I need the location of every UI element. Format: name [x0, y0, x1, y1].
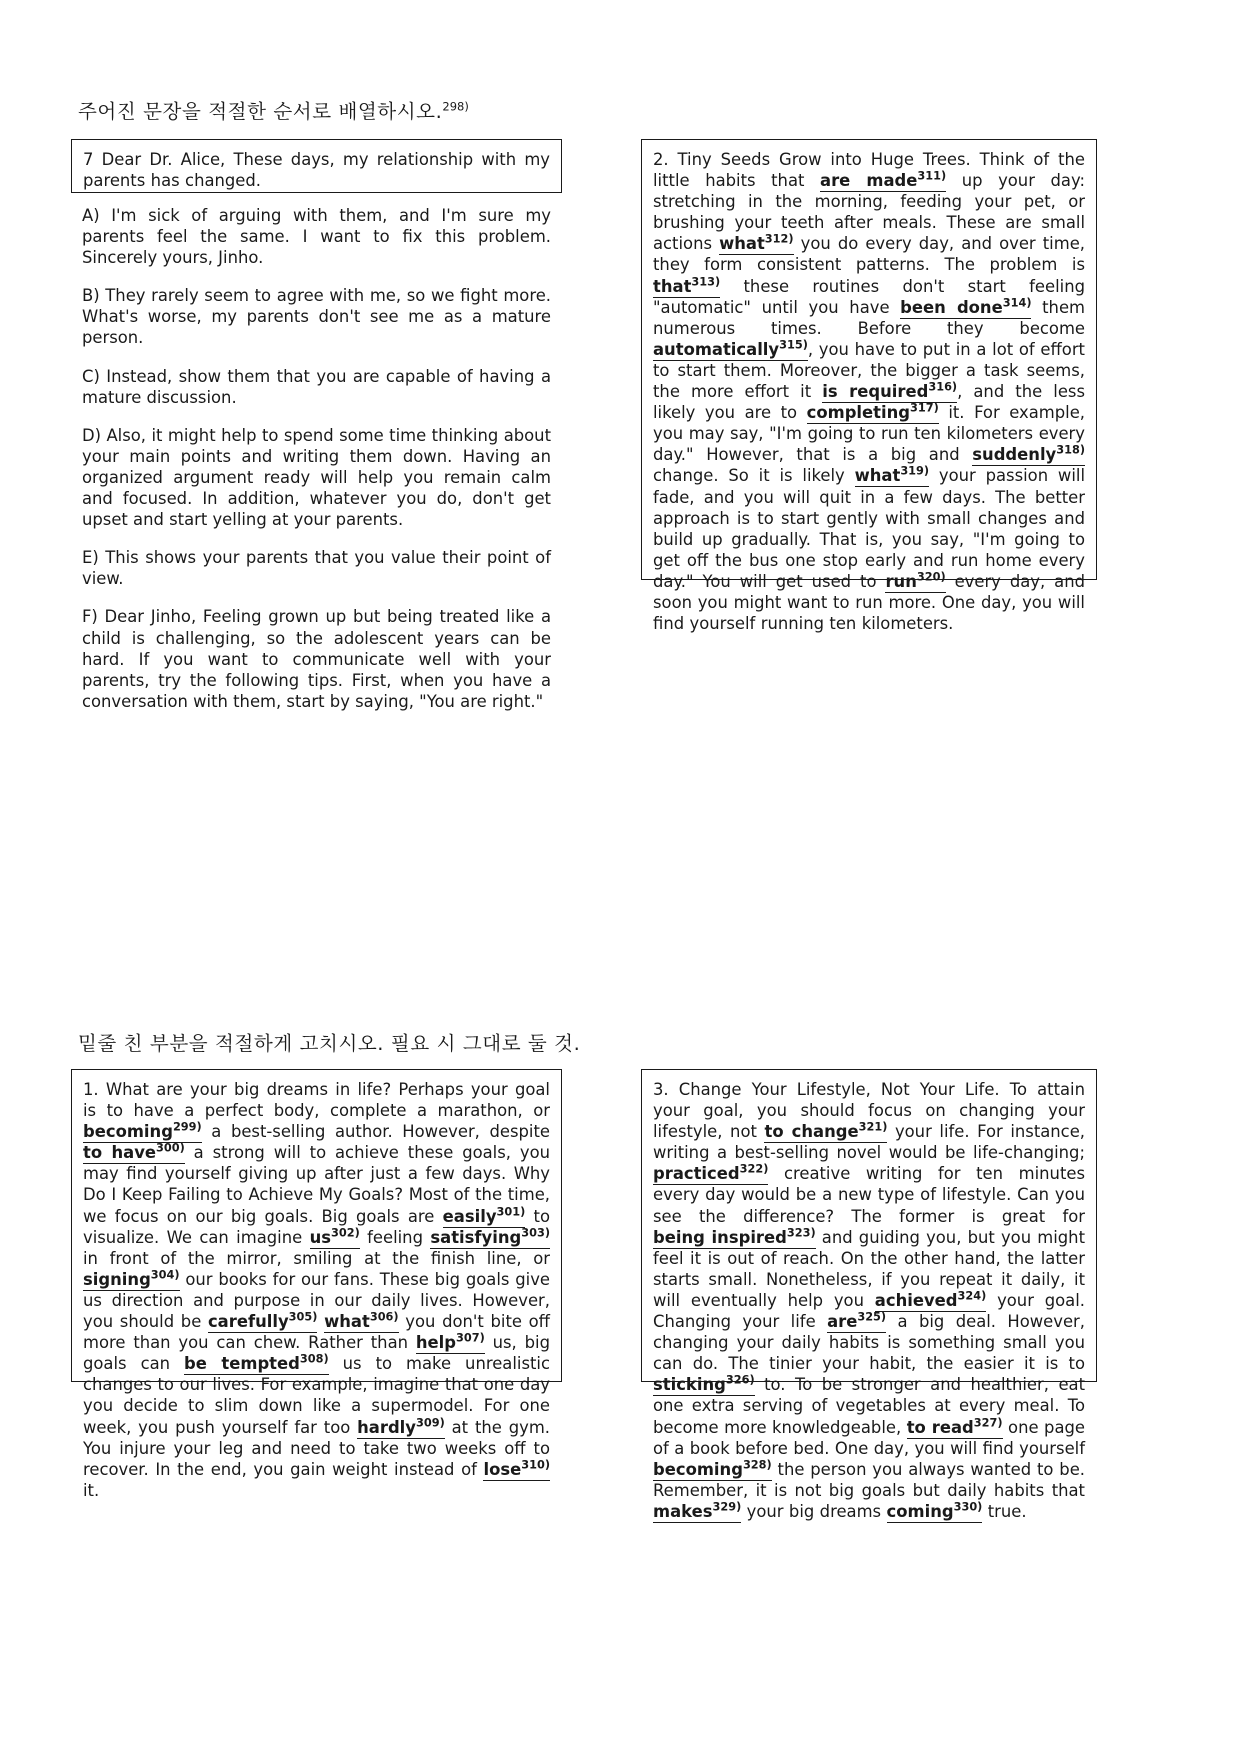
- answer-number: 304): [150, 1268, 180, 1282]
- answer-number: 325): [857, 1310, 887, 1324]
- section1-option-c: C) Instead, show them that you are capable of having a mature discussion.: [82, 366, 551, 407]
- answer-number: 320): [916, 570, 946, 584]
- answer-blank[interactable]: completing$^{317)}$: [806, 401, 939, 423]
- answer-blank[interactable]: to read$^{327)}$: [906, 1416, 1003, 1437]
- passage-3-box: [641, 1069, 1097, 1521]
- answer-blank[interactable]: becoming$^{299)}$: [83, 1120, 202, 1142]
- section1-instruction-heading: [78, 96, 469, 124]
- answer-blank[interactable]: makes$^{329)}$: [653, 1500, 742, 1521]
- answer-blank[interactable]: run$^{320)}$: [885, 570, 946, 591]
- answer-blank[interactable]: hardly$^{309)}$: [357, 1416, 445, 1437]
- answer-number: 319): [900, 464, 930, 478]
- answer-blank[interactable]: becoming$^{328)}$: [653, 1458, 772, 1479]
- answer-number: 307): [456, 1331, 485, 1345]
- answer-number: 310): [521, 1458, 550, 1472]
- answer-number: 324): [957, 1289, 987, 1303]
- section1-options-list: [82, 205, 551, 712]
- passage-2-box: [641, 139, 1097, 634]
- answer-blank[interactable]: practiced$^{322)}$: [653, 1162, 769, 1184]
- answer-blank[interactable]: automatically$^{315)}$: [653, 338, 808, 359]
- answer-blank[interactable]: being inspired$^{323)}$: [653, 1226, 816, 1247]
- section1-instruction-ref: 298): [442, 99, 469, 114]
- passage-3-text: 3. Change Your Lifestyle, Not Your Life. To attain your goal, you should focus on changing your lifestyle, not to change$^{321)}$ your life. For instance, writing a best-selling novel would be life-changing; practiced$^{322)}$ creative writing for ten minutes every day would be a new type of lifestyle. Can you see the difference? The former is great for being inspired$^{323)}$ and guiding you, but you might feel it is out of reach. On the other hand, the latter starts small. Nonetheless, if you repeat it daily, it will eventually help you achieved$^{324)}$ your goal. Changing your life are$^{325)}$ a big deal. However, changing your daily habits is something small you can do. The tinier your habit, the easier it is to sticking$^{326)}$ to. To be stronger and healthier, eat one extra serving of vegetables at every meal. To become more knowledgeable, to read$^{327)}$ one page of a book before bed. One day, you will find yourself becoming$^{328)}$ the person you always wanted to be. Remember, it is not big goals but daily habits that makes$^{329)}$ your big dreams coming$^{330)}$ true.: [653, 1080, 1085, 1521]
- answer-number: 300): [156, 1141, 185, 1155]
- answer-blank[interactable]: is required$^{316)}$: [822, 380, 958, 402]
- answer-blank[interactable]: help$^{307)}$: [415, 1331, 485, 1353]
- answer-number: 326): [725, 1373, 755, 1387]
- answer-number: 329): [712, 1500, 742, 1514]
- section1-option-f: F) Dear Jinho, Feeling grown up but being treated like a child is challenging, so the adolescent years can be hard. If you want to communicate well with your parents, try the following tips. First, when you have a conversation with them, start by saying, "You are right.": [82, 607, 551, 711]
- passage-1-text: 1. What are your big dreams in life? Perhaps your goal is to have a perfect body, complete a marathon, or becoming$^{299)}$ a best-selling author. However, despite to have$^{300)}$ a strong will to achieve these goals, you may find yourself giving up after just a few days. Why Do I Keep Failing to Achieve My Goals? Most of the time, we focus on our big goals. Big goals are easily$^{301)}$ to visualize. We can imagine $us^{302)}$ feeling satisfying$^{303)}$ in front of the mirror, smiling at the finish line, or signing$^{304)}$ our books for our fans. These big goals give us direction and purpose in our daily lives. However, you should be carefully$^{305)}$ what$^{306)}$ you don't bite off more than you can chew. Rather than help$^{307)}$ us, big goals can be tempted$^{308)}$ us to make unrealistic changes to our lives. For example, imagine that one day you decide to slim down like a supermodel. For one week, you push yourself far too hardly$^{309)}$ at the gym. You injure your leg and need to take two weeks off to recover. In the end, you gain weight instead of lose$^{310)}$ it.: [83, 1080, 550, 1500]
- answer-number: 311): [917, 169, 947, 183]
- answer-blank[interactable]: carefully$^{305)}$: [207, 1310, 318, 1332]
- answer-blank[interactable]: to have$^{300)}$: [83, 1141, 185, 1163]
- answer-number: 318): [1056, 443, 1085, 457]
- answer-blank[interactable]: lose$^{310)}$: [483, 1458, 550, 1479]
- answer-number: 309): [416, 1416, 445, 1430]
- answer-blank[interactable]: signing$^{304)}$: [83, 1268, 180, 1289]
- answer-number: 322): [739, 1162, 769, 1176]
- section1-option-e: E) This shows your parents that you value their point of view.: [82, 548, 551, 589]
- answer-number: 315): [779, 338, 808, 352]
- answer-number: 317): [910, 401, 939, 415]
- answer-blank[interactable]: what$^{312)}$: [719, 232, 794, 254]
- answer-number: 321): [858, 1120, 888, 1134]
- passage-2-text: 2. Tiny Seeds Grow into Huge Trees. Think of the little habits that are made$^{311)}$ up your day: stretching in the morning, feeding your pet, or brushing your teeth after meals. These are small actions what$^{312)}$ you do every day, and over time, they form consistent patterns. The problem is that$^{313)}$ these routines don't start feeling "automatic" until you have been done$^{314)}$ them numerous times. Before they become automatically$^{315)}$, you have to put in a lot of effort to start them. Moreover, the bigger a task seems, the more effort it is required$^{316)}$, and the less likely you are to completing$^{317)}$ it. For example, you may say, "I'm going to run ten kilometers every day." However, that is a big and suddenly$^{318)}$ change. So it is likely what$^{319)}$ your passion will fade, and you will quit in a few days. The better approach is to start gently with small changes and build up gradually. That is, you say, "I'm going to get off the bus one stop early and run home every day." You will get used to run$^{320)}$ every day, and soon you might want to run more. One day, you will find yourself running ten kilometers.: [653, 150, 1086, 634]
- section1-option-a: A) I'm sick of arguing with them, and I'm sure my parents feel the same. I want to fix this problem. Sincerely yours, Jinho.: [82, 206, 551, 268]
- answer-number: 308): [299, 1352, 329, 1366]
- section1-boxed-sentence: [71, 139, 562, 193]
- section1-instruction-text: 주어진 문장을 적절한 순서로 배열하시오.: [78, 100, 443, 123]
- answer-number: 316): [928, 380, 958, 394]
- answer-number: 303): [521, 1226, 550, 1240]
- answer-blank[interactable]: easily$^{301)}$: [442, 1205, 526, 1226]
- passage-1-box: [71, 1069, 562, 1500]
- answer-blank[interactable]: $us^{302)}$: [309, 1226, 360, 1247]
- answer-blank[interactable]: to change$^{321)}$: [764, 1120, 888, 1142]
- section2-instruction-heading: [78, 1028, 580, 1056]
- answer-number: 299): [172, 1120, 202, 1134]
- answer-blank[interactable]: coming$^{330)}$: [886, 1500, 983, 1521]
- answer-number: 306): [369, 1310, 399, 1324]
- answer-blank[interactable]: sticking$^{326)}$: [653, 1373, 755, 1395]
- answer-blank[interactable]: what$^{319)}$: [854, 464, 930, 486]
- section1-option-b: B) They rarely seem to agree with me, so we fight more. What's worse, my parents don't see me as a mature person.: [82, 286, 551, 348]
- answer-blank[interactable]: be tempted$^{308)}$: [184, 1352, 329, 1374]
- answer-blank[interactable]: are$^{325)}$: [827, 1310, 887, 1332]
- section2-instruction-text: 밑줄 친 부분을 적절하게 고치시오. 필요 시 그대로 둘 것.: [78, 1032, 581, 1055]
- answer-blank[interactable]: satisfying$^{303)}$: [430, 1226, 550, 1247]
- answer-number: 314): [1002, 296, 1032, 310]
- answer-blank[interactable]: are made$^{311)}$: [820, 169, 947, 191]
- answer-number: 301): [496, 1205, 526, 1219]
- section1-option-d: D) Also, it might help to spend some time thinking about your main points and writing them down. Having an organized argument ready will help you remain calm and focused. In addition, whatever you do, don't get upset and start yelling at your parents.: [82, 425, 551, 530]
- answer-number: 312): [764, 232, 794, 246]
- answer-number: 313): [691, 275, 721, 289]
- answer-blank[interactable]: achieved$^{324)}$: [874, 1289, 987, 1310]
- answer-number: 302): [331, 1226, 360, 1240]
- answer-number: 328): [742, 1458, 772, 1472]
- answer-blank[interactable]: suddenly$^{318)}$: [972, 443, 1085, 465]
- answer-blank[interactable]: been done$^{314)}$: [900, 296, 1032, 317]
- answer-number: 327): [973, 1416, 1003, 1430]
- answer-blank[interactable]: what$^{306)}$: [324, 1310, 399, 1332]
- answer-blank[interactable]: that$^{313)}$: [653, 275, 721, 296]
- answer-number: 330): [953, 1500, 983, 1514]
- answer-number: 323): [786, 1226, 816, 1240]
- section1-boxed-sentence-text: 7 Dear Dr. Alice, These days, my relationship with my parents has changed.: [83, 150, 550, 191]
- answer-number: 305): [288, 1310, 318, 1324]
